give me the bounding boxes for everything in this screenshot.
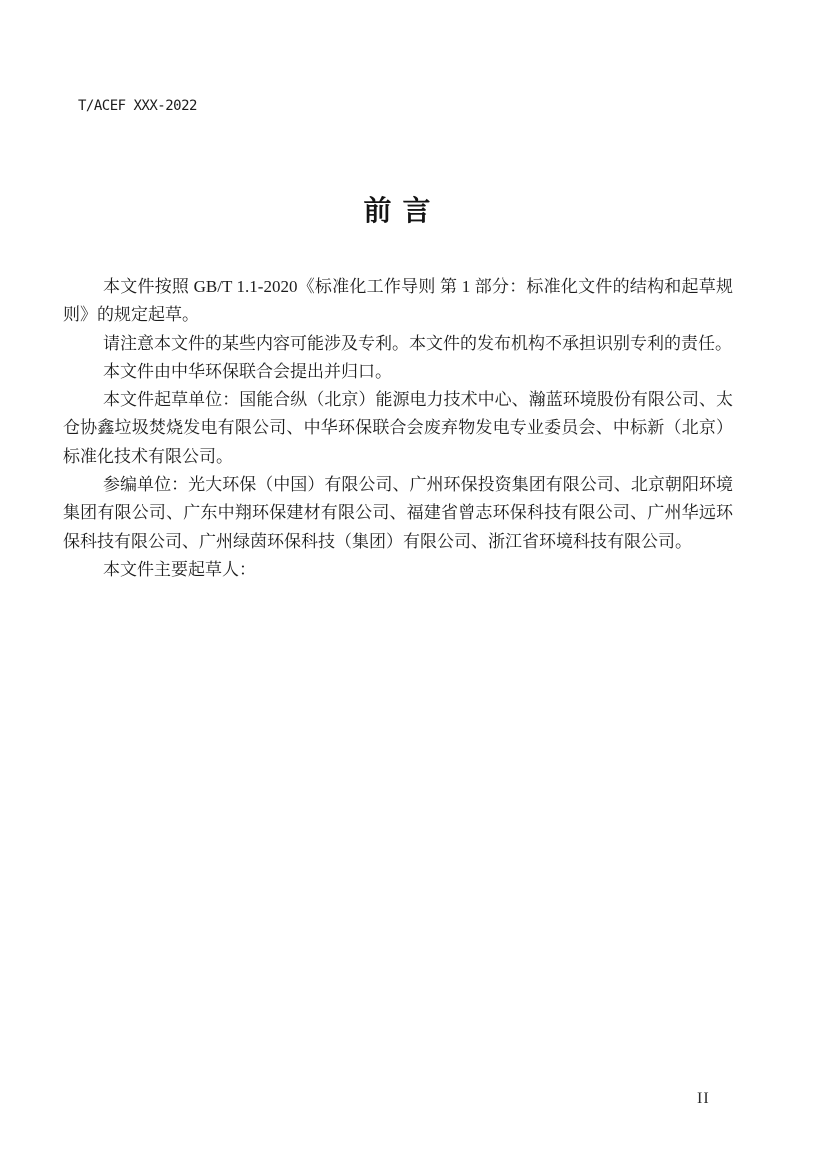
paragraph-proposing-body: 本文件由中华环保联合会提出并归口。 <box>103 361 392 381</box>
foreword-body <box>63 273 733 584</box>
paragraph-drafting-organizations: 本文件起草单位：国能合纵（北京）能源电力技术中心、瀚蓝环境股份有限公司、太仓协鑫垃圾焚烧发电有限公司、中华环保联合会废弃物发电专业委员会、中标新（北京）标准化技术有限公司。 <box>63 390 733 466</box>
paragraph-patent-notice: 请注意本文件的某些内容可能涉及专利。本文件的发布机构不承担识别专利的责任。 <box>103 333 732 353</box>
paragraph-main-drafters: 本文件主要起草人： <box>103 559 256 579</box>
paragraph-participating-organizations: 参编单位：光大环保（中国）有限公司、广州环保投资集团有限公司、北京朝阳环境集团有限公司、广东中翔环保建材有限公司、福建省曾志环保科技有限公司、广州华远环保科技有限公司、广州绿茵环保科技（集团）有限公司、浙江省环境科技有限公司。 <box>63 475 733 551</box>
page-title: 前 言 <box>363 196 433 227</box>
paragraph-drafting-rules: 本文件按照 GB/T 1.1-2020《标准化工作导则 第 1 部分：标准化文件的结构和起草规则》的规定起草。 <box>63 277 733 325</box>
standard-number-header: T/ACEF XXX-2022 <box>78 98 197 114</box>
page-number: II <box>697 1090 710 1107</box>
